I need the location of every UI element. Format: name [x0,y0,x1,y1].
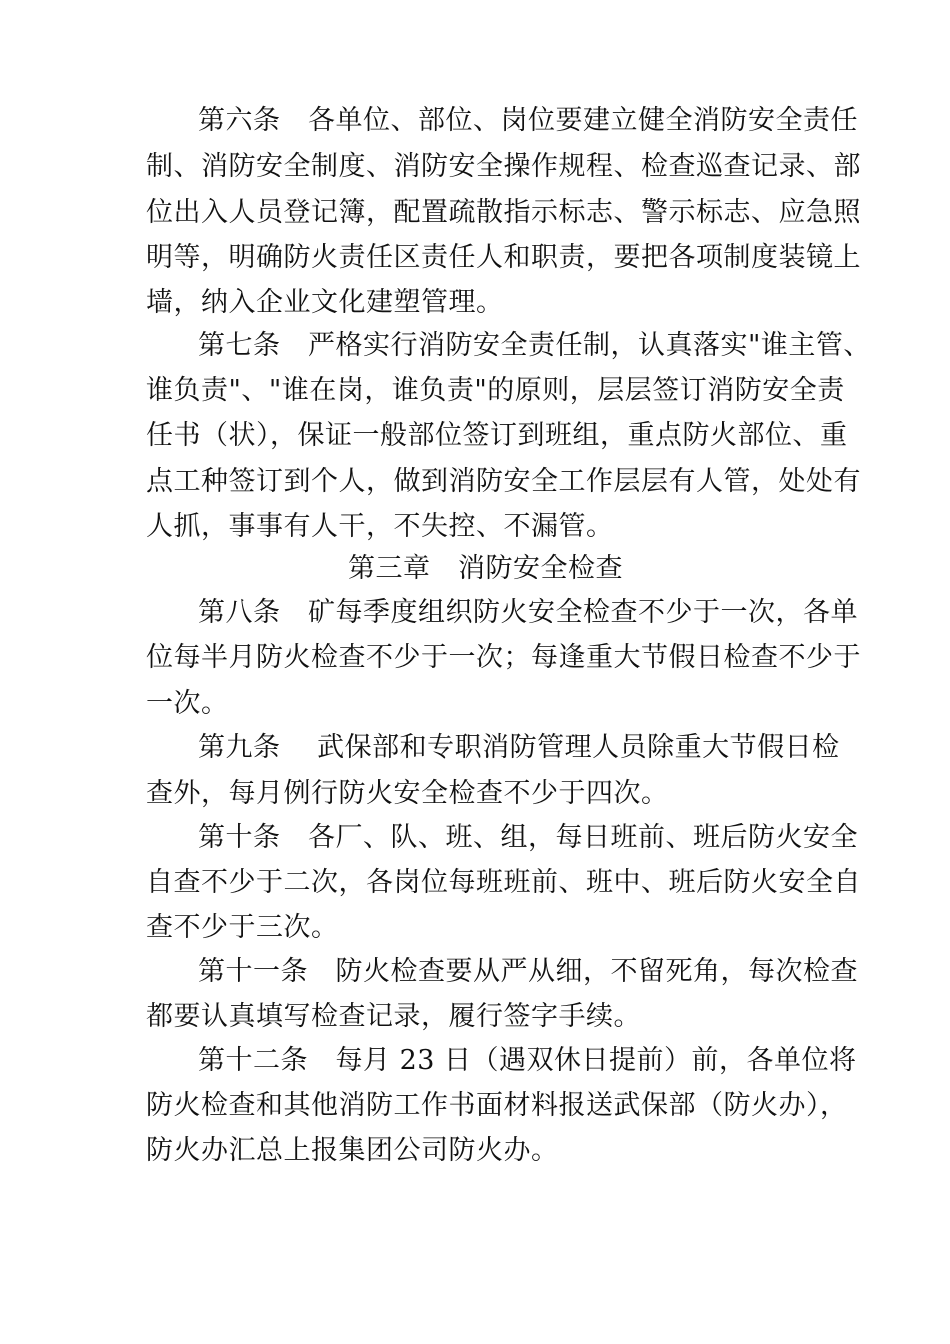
article-9-line-1: 第九条 武保部和专职消防管理人员除重大节假日检 [198,732,840,763]
article-9-line-2: 查外，每月例行防火安全检查不少于四次。 [146,778,669,809]
article-12-line-2: 防火检查和其他消防工作书面材料报送武保部（防火办）， [146,1090,848,1121]
article-7-line-5: 人抓，事事有人干，不失控、不漏管。 [146,511,614,542]
article-10-line-3: 查不少于三次。 [146,912,339,943]
article-11-line-1: 第十一条 防火检查要从严从细，不留死角，每次检查 [198,956,858,987]
article-12-line-1: 第十二条 每月 23 日（遇双休日提前）前，各单位将 [198,1045,857,1076]
article-8-line-1: 第八条 矿每季度组织防火安全检查不少于一次，各单 [198,597,858,628]
article-6-line-2: 制、消防安全制度、消防安全操作规程、检查巡查记录、部 [146,151,861,182]
article-10-line-2: 自查不少于二次，各岗位每班班前、班中、班后防火安全自 [146,867,861,898]
article-6-line-1: 第六条 各单位、部位、岗位要建立健全消防安全责任 [198,105,858,136]
article-7-line-3: 任书（状），保证一般部位签订到班组，重点防火部位、重 [146,420,848,451]
article-7-line-1: 第七条 严格实行消防安全责任制，认真落实"谁主管、 [198,330,871,361]
chapter-3-heading: 第三章 消防安全检查 [348,553,623,584]
article-8-line-2: 位每半月防火检查不少于一次；每逢重大节假日检查不少于 [146,642,861,673]
article-6-line-3: 位出入人员登记簿，配置疏散指示标志、警示标志、应急照 [146,197,861,228]
article-10-line-1: 第十条 各厂、队、班、组，每日班前、班后防火安全 [198,822,858,853]
article-11-line-2: 都要认真填写检查记录，履行签字手续。 [146,1001,641,1032]
article-7-line-4: 点工种签订到个人，做到消防安全工作层层有人管，处处有 [146,466,861,497]
article-8-line-3: 一次。 [146,688,229,719]
article-7-line-2: 谁负责"、"谁在岗，谁负责"的原则，层层签订消防安全责 [146,375,845,406]
article-12-line-3: 防火办汇总上报集团公司防火办。 [146,1135,559,1166]
article-6-line-4: 明等，明确防火责任区责任人和职责，要把各项制度装镜上 [146,242,861,273]
article-6-line-5: 墙，纳入企业文化建塑管理。 [146,287,504,318]
